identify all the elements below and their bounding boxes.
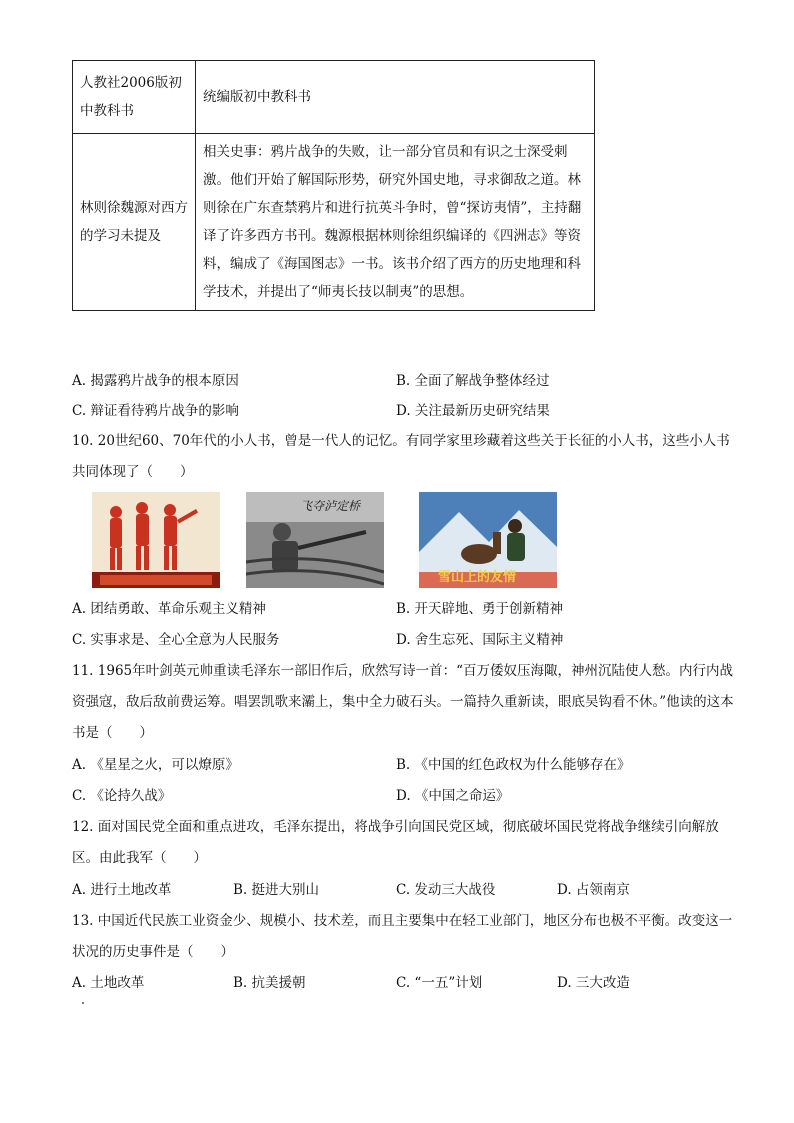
q10-stem: 10. 20世纪60、70年代的小人书，曾是一代人的记忆。有同学家里珍藏着这些关于长征的小人书，这些小人书共同体现了（ ） xyxy=(72,433,730,480)
q11-option-d[interactable]: D. 《中国之命运》 xyxy=(396,788,510,804)
q9-option-a[interactable]: A. 揭露鸦片战争的根本原因 xyxy=(72,373,239,389)
comparison-table xyxy=(72,60,595,311)
comic-cover-title-3: 雪山上的友情 xyxy=(438,570,517,585)
q9-option-d[interactable]: D. 关注最新历史研究结果 xyxy=(396,403,550,419)
q13-stem: 13. 中国近代民族工业资金少、规模小、技术差，而且主要集中在轻工业部门，地区分布也极不平衡。改变这一状况的历史事件是（ ） xyxy=(72,913,733,960)
q11-stem: 11. 1965年叶剑英元帅重读毛泽东一部旧作后，欣然写诗一首：“百万倭奴压海陬，神州沉陆使人愁。内行内战资强寇，敌后敌前费运筹。唱罢凯歌来灞上，集中全力破石头。一篇持久重新读，眼底吴钩看不休。”他读的这本书是（ ） xyxy=(72,663,734,741)
q11-option-c[interactable]: C. 《论持久战》 xyxy=(72,788,172,804)
q10-option-d[interactable]: D. 舍生忘死、国际主义精神 xyxy=(396,632,564,648)
q10-option-c[interactable]: C. 实事求是、全心全意为人民服务 xyxy=(72,632,280,648)
q9-option-c[interactable]: C. 辩证看待鸦片战争的影响 xyxy=(72,403,239,419)
q12-option-c[interactable]: C. 发动三大战役 xyxy=(396,882,496,898)
q9-option-b[interactable]: B. 全面了解战争整体经过 xyxy=(396,373,550,389)
table-cell-textbook-unified: 统编版初中教科书 xyxy=(196,61,595,134)
q10-option-b[interactable]: B. 开天辟地、勇于创新精神 xyxy=(396,601,564,617)
q12-stem: 12. 面对国民党全面和重点进攻，毛泽东提出，将战争引向国民党区域，彻底破坏国民党将战争继续引向解放区。由此我军（ ） xyxy=(72,819,719,866)
q13-option-a[interactable]: A. 土地改革 xyxy=(72,975,145,991)
table-row xyxy=(73,61,595,134)
table-row xyxy=(73,134,595,311)
q13-option-b[interactable]: B. 抗美援朝 xyxy=(233,975,306,991)
table-cell-not-mentioned: 林则徐魏源对西方的学习未提及 xyxy=(73,134,196,311)
q12-option-d[interactable]: D. 占领南京 xyxy=(557,882,630,898)
stray-dot xyxy=(82,1002,84,1004)
red-army-soldiers-illustration xyxy=(92,492,220,588)
q10-option-a[interactable]: A. 团结勇敢、革命乐观主义精神 xyxy=(72,601,266,617)
table-cell-textbook-2006: 人教社2006版初中教科书 xyxy=(73,61,196,134)
comic-cover-image-1 xyxy=(92,492,220,588)
q11-option-b[interactable]: B. 《中国的红色政权为什么能够存在》 xyxy=(396,757,631,773)
q12-option-a[interactable]: A. 进行土地改革 xyxy=(72,882,172,898)
table-cell-related-history: 相关史事：鸦片战争的失败，让一部分官员和有识之士深受刺激。他们开始了解国际形势，研究外国史地，寻求御敌之道。林则徐在广东查禁鸦片和进行抗英斗争时，曾“探访夷情”，主持翻译了许多西方书刊。魏源根据林则徐组织编译的《四洲志》等资料，编成了《海国图志》一书。该书介绍了西方的历史地理和科学技术，并提出了“师夷长技以制夷”的思想。 xyxy=(196,134,595,311)
q13-option-d[interactable]: D. 三大改造 xyxy=(557,975,630,991)
q13-option-c[interactable]: C. “一五”计划 xyxy=(396,975,483,991)
q11-option-a[interactable]: A. 《星星之火，可以燎原》 xyxy=(72,757,239,773)
comic-cover-title-2: 飞夺泸定桥 xyxy=(300,499,361,513)
q12-option-b[interactable]: B. 挺进大别山 xyxy=(233,882,320,898)
